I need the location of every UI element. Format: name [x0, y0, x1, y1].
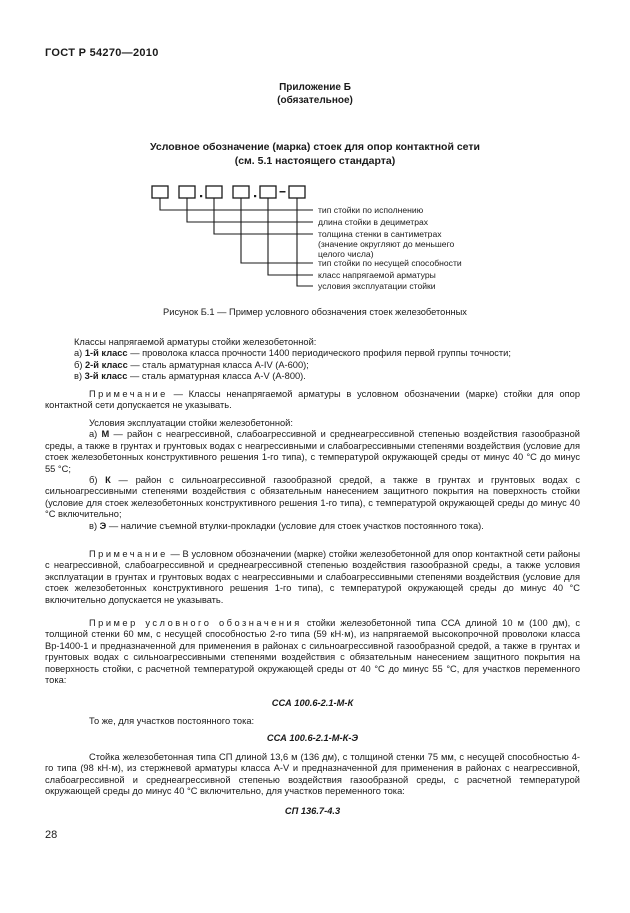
appendix-subtitle: (обязательное) [277, 95, 353, 106]
conditions-intro: Условия эксплуатации стойки железобетонной: [89, 418, 293, 428]
class-item-2: б) 2-й класс — сталь арматурная класса A-IV (A-600); [74, 359, 309, 370]
class-item-1: а) 1-й класс — проволока класса прочности 1400 периодического профиля первой группы точности; [74, 348, 511, 359]
label-class: класс напрягаемой арматуры [318, 270, 436, 280]
label-wall: толщина стенки в сантиметрах [318, 229, 442, 239]
note-1-label: Примечание [89, 389, 168, 399]
separators [200, 191, 286, 197]
box-type [152, 186, 168, 198]
appendix-heading [0, 81, 630, 107]
note-2: Примечание — В условном обозначении (марке) стойки железобетонной для опор контактной сети районы с неагрессивной, слабоагрессивной и среднеагрессивной степенью воздействия газообразной среды, а также условия эксплуатации в грунтах и грунтовых водах с неагрессивными и слабоагрессивными степенями воздействия (условие для стоек железобетонных конструктивного решения 1-го типа), с температурой окружающей среды до минус 40 °С включительно допускается не указывать. [45, 549, 580, 605]
box-capacity [233, 186, 249, 198]
note-1: Примечание — Классы ненапрягаемой арматуры в условном обозначении (марке) стойки для опор контактной сети допускается не указывать. [45, 389, 580, 411]
dash [280, 191, 286, 193]
conditions-block [45, 418, 580, 532]
leader-lines [160, 198, 313, 286]
figure-title-line1: Условное обозначение (марка) стоек для опор контактной сети [150, 141, 480, 153]
classes-block [74, 337, 580, 383]
page-number: 28 [45, 829, 58, 841]
formula-2: ССА 100.6-2.1-М-К-Э [266, 733, 359, 743]
example-label: Пример условного обозначения [89, 618, 302, 628]
classes-intro: Классы напрягаемой арматуры стойки железобетонной: [74, 337, 317, 347]
label-conditions: условия эксплуатации стойки [318, 281, 436, 291]
label-wall-note2: целого числа) [318, 249, 374, 259]
figure-title-line2: (см. 5.1 настоящего стандарта) [234, 155, 396, 167]
example-block: Пример условного обозначения стойки железобетонной типа ССА длиной 10 м (100 дм), с толщиной стенки 60 мм, с несущей способностью 2-го типа (59 кН·м), из напрягаемой высокопрочной проволоки класса Вр-1400-1 и предназначенной для применения в районах с сильноагрессивной газообразной средой, а также в грунтах и грунтовых водах с сильноагрессивными степенями воздействия с обязательным нанесением защитного покрытия на поверхность стойки, с расчетной температурой окружающей среды от 40 °С до минус 55 °С, для участков переменного тока: [45, 618, 580, 686]
dot-1 [200, 195, 202, 197]
condition-m: а) М — район с неагрессивной, слабоагрессивной и среднеагрессивной степенью воздействия газообразной среды, а также в грунтах и грунтовых водах с неагрессивными и слабоагрессивными степенями воздействия (условие для стоек железобетонных конструктивного решения 1-го типа), с температурой окружающей среды от минус 40 °С до минус 55 °С; [45, 429, 580, 474]
box-wall [206, 186, 222, 198]
formula-1: ССА 100.6-2.1-М-К [271, 698, 354, 708]
figure-caption: Рисунок Б.1 — Пример условного обозначения стоек железобетонных [163, 307, 467, 317]
appendix-title: Приложение Б [279, 82, 351, 93]
condition-e: в) Э — наличие съемной втулки-прокладки (условие для стоек участков постоянного тока). [89, 520, 484, 531]
figure-title [0, 140, 630, 168]
sp-example: Стойка железобетонная типа СП длиной 13,6 м (136 дм), с толщиной стенки 75 мм, с несущей способностью 4-го типа (98 кН·м), из стержневой арматуры класса A-V и предназначенной для применения в районах с неагрессивной, слабоагрессивной и среднеагрессивной степенью воздействия газообразной среды, с расчетной температурой окружающей среды до минус 40 °С включительно, для участков переменного тока: [45, 752, 580, 797]
label-wall-note1: (значение округляют до меньшего [318, 239, 455, 249]
condition-k: б) К — район с сильноагрессивной газообразной средой, а также в грунтах и грунтовых водах с сильноагрессивными степенями воздействия с обязательным нанесением защитного покрытия на поверхность стойки (условие для стоек железобетонных конструктивного решения 1-го типа), с температурой окружающей среды до минус 40 °С включительно; [45, 475, 580, 520]
note-2-label: Примечание [89, 549, 168, 559]
box-conditions [289, 186, 305, 198]
box-length [179, 186, 195, 198]
same-dc: То же, для участков постоянного тока: [89, 716, 255, 726]
class-item-3: в) 3-й класс — сталь арматурная класса A-V (A-800). [74, 371, 306, 382]
label-length: длина стойки в дециметрах [318, 217, 429, 227]
formula-3: СП 136.7-4.3 [284, 806, 341, 816]
box-class [260, 186, 276, 198]
designation-diagram [0, 180, 630, 300]
label-capacity: тип стойки по несущей способности [318, 258, 462, 268]
dot-2 [254, 195, 256, 197]
page-header: ГОСТ Р 54270—2010 [45, 47, 159, 59]
label-type: тип стойки по исполнению [318, 205, 424, 215]
